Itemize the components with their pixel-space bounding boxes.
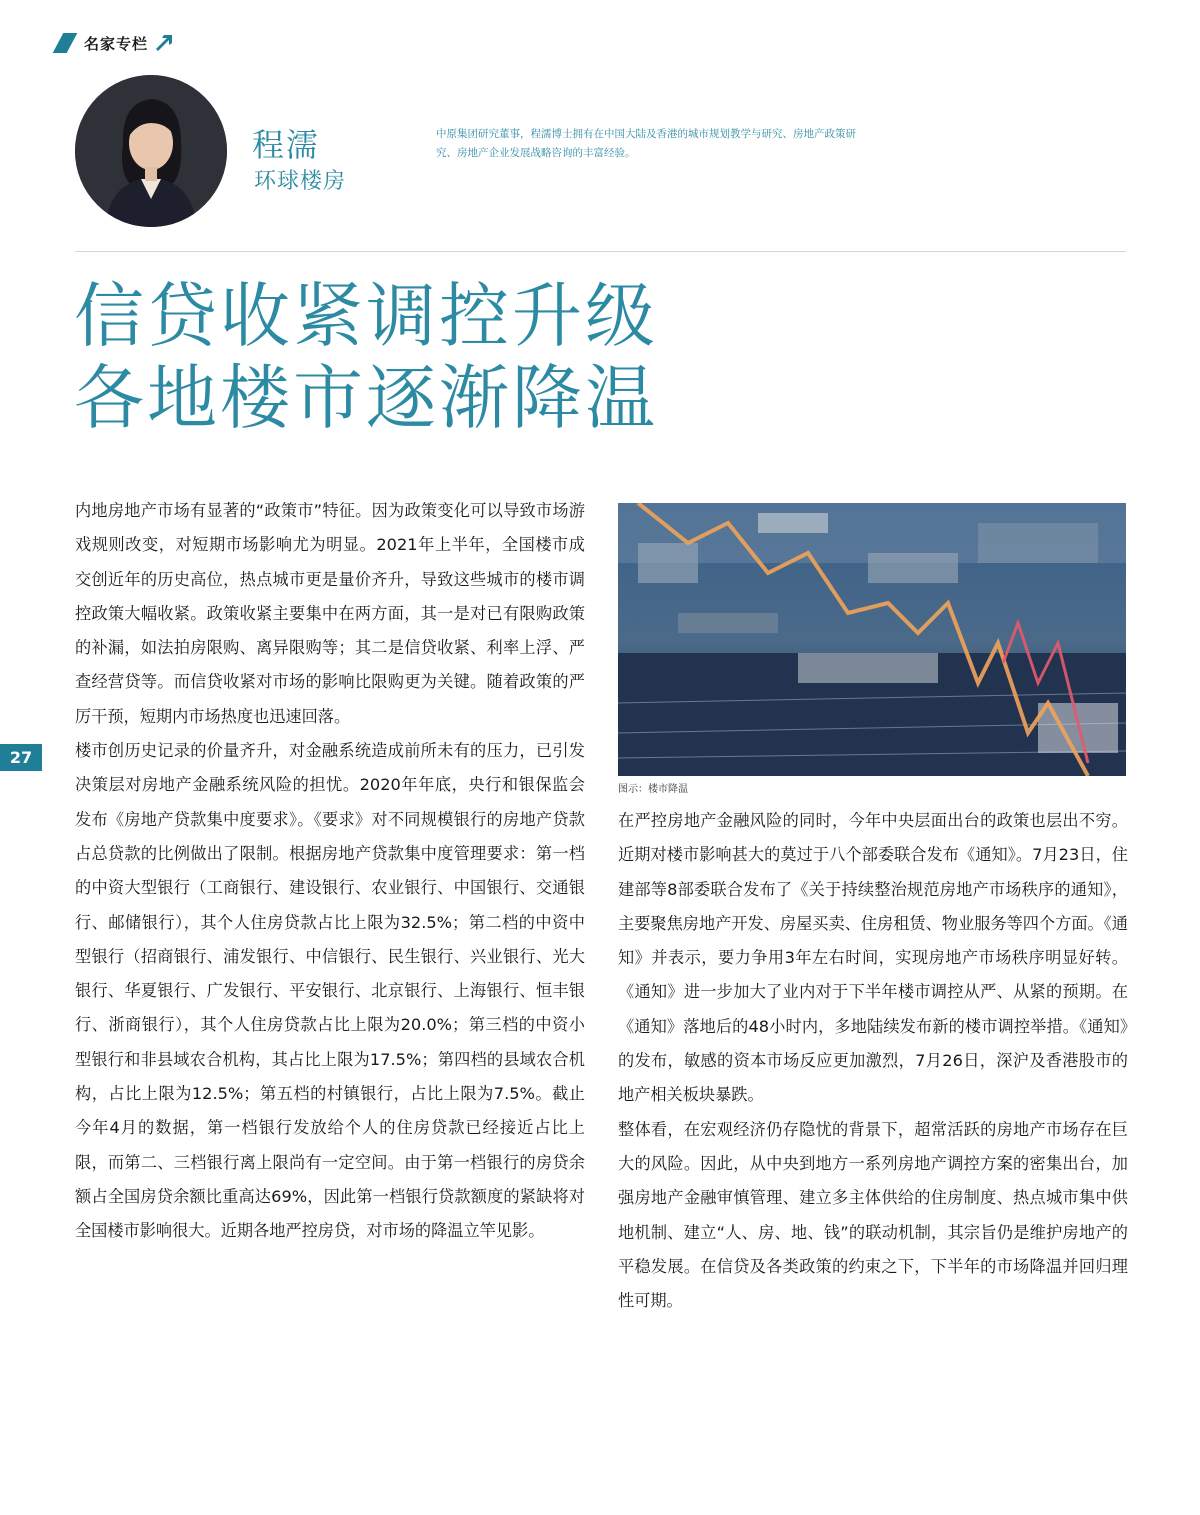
column-tag: [58, 30, 174, 56]
figure-caption: 图示：楼市降温: [618, 784, 688, 795]
author-avatar: [75, 75, 227, 227]
column-tag-label: 名家专栏: [84, 34, 149, 53]
article-column-left: [75, 494, 585, 1249]
author-bio: 中原集团研究董事，程濡博士拥有在中国大陆及香港的城市规划教学与研究、房地产政策研究、房地产企业发展战略咨询的丰富经验。: [436, 128, 856, 159]
article-paragraph: 内地房地产市场有显著的“政策市”特征。因为政策变化可以导致市场游戏规则改变，对短期市场影响尤为明显。2021年上半年，全国楼市成交创近年的历史高位，热点城市更是量价齐升，导致这些城市的楼市调控政策大幅收紧。政策收紧主要集中在两方面，其一是对已有限购政策的补漏，如法拍房限购、离异限购等；其二是信贷收紧、利率上浮、严查经营贷等。而信贷收紧对市场的影响比限购更为关键。随着政策的严厉干预，短期内市场热度也迅速回落。: [75, 501, 585, 726]
article-column-right: [618, 804, 1128, 1318]
page-number: 27: [0, 744, 42, 771]
article-paragraph: 楼市创历史记录的价量齐升，对金融系统造成前所未有的压力，已引发决策层对房地产金融系统风险的担忧。2020年年底，央行和银保监会发布《房地产贷款集中度要求》。《要求》对不同规模银行的房地产贷款占总贷款的比例做出了限制。根据房地产贷款集中度管理要求：第一档的中资大型银行（工商银行、建设银行、农业银行、中国银行、交通银行、邮储银行），其个人住房贷款占比上限为32.5%；第二档的中资中型银行（招商银行、浦发银行、中信银行、民生银行、兴业银行、光大银行、华夏银行、广发银行、平安银行、北京银行、上海银行、恒丰银行、浙商银行），其个人住房贷款占比上限为20.0%；第三档的中资小型银行和非县域农合机构，其占比上限为17.5%；第四档的县域农合机构，占比上限为12.5%；第五档的村镇银行，占比上限为7.5%。截止今年4月的数据，第一档银行发放给个人的住房贷款已经接近占比上限，而第二、三档银行离上限尚有一定空间。由于第一档银行的房贷余额占全国房贷余额比重高达69%，因此第一档银行贷款额度的紧缺将对全国楼市影响很大。近期各地严控房贷，对市场的降温立竿见影。: [75, 741, 585, 1241]
article-paragraph: 在严控房地产金融风险的同时，今年中央层面出台的政策也层出不穷。近期对楼市影响甚大的莫过于八个部委联合发布《通知》。7月23日，住建部等8部委联合发布了《关于持续整治规范房地产市场秩序的通知》，主要聚焦房地产开发、房屋买卖、住房租赁、物业服务等四个方面。《通知》并表示，要力争用3年左右时间，实现房地产市场秩序明显好转。《通知》进一步加大了业内对于下半年楼市调控从严、从紧的预期。在《通知》落地后的48小时内，多地陆续发布新的楼市调控举措。《通知》的发布，敏感的资本市场反应更加激烈，7月26日，深沪及香港股市的地产相关板块暴跌。: [618, 811, 1128, 1105]
arrow-up-right-icon: [154, 33, 174, 53]
city-market-image: [618, 503, 1126, 776]
headline-line-1: 信贷收紧调控升级: [74, 275, 658, 357]
author-org: 环球楼房: [254, 169, 347, 194]
header-divider: [75, 251, 1126, 252]
headline-line-2: 各地楼市逐渐降温: [74, 357, 658, 439]
tag-slash-mark: [53, 33, 78, 53]
headline: [74, 275, 974, 439]
article-paragraph: 整体看，在宏观经济仍存隐忧的背景下，超常活跃的房地产市场存在巨大的风险。因此，从中央到地方一系列房地产调控方案的密集出台，加强房地产金融审慎管理、建立多主体供给的住房制度、热点城市集中供地机制、建立“人、房、地、钱”的联动机制，其宗旨仍是维护房地产的平稳发展。在信贷及各类政策的约束之下，下半年的市场降温并回归理性可期。: [618, 1119, 1128, 1311]
article-figure: [618, 503, 1126, 776]
author-name: 程濡: [252, 126, 321, 164]
author-portrait-icon: [75, 75, 227, 227]
